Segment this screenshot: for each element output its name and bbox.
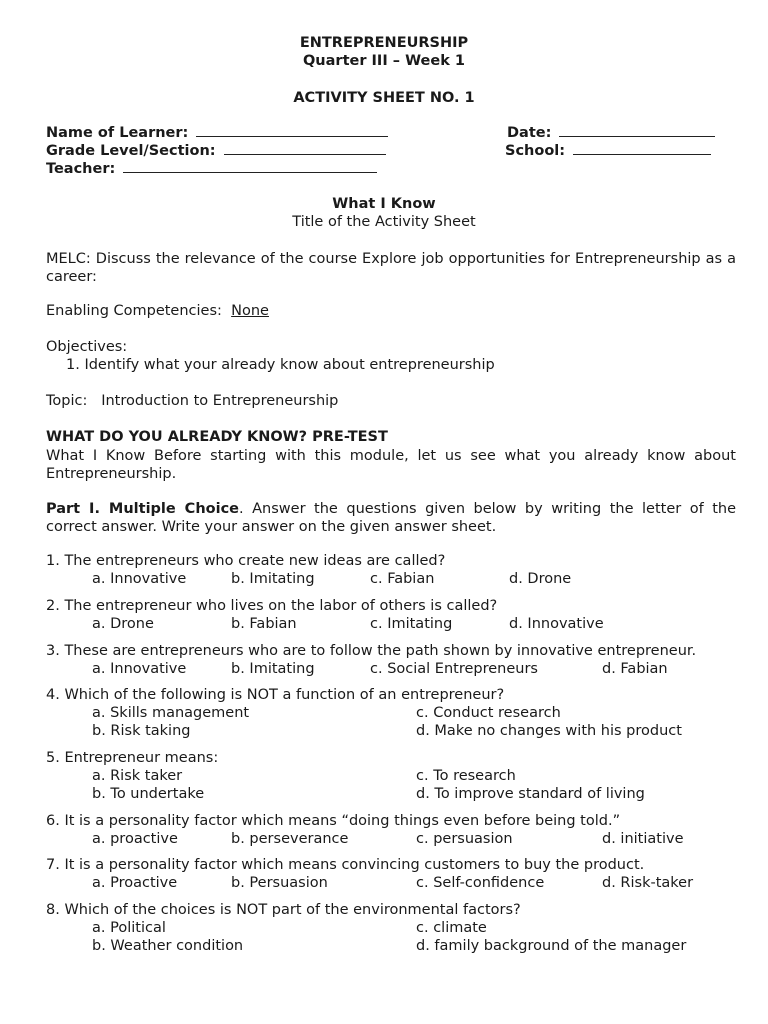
question-3: 3. These are entrepreneurs who are to follow the path shown by innovative entrepreneur. [46, 643, 697, 659]
pretest-text: What I Know Before starting with this module, let us see what you already know about Entrepreneurship. [46, 448, 736, 482]
pretest-heading: WHAT DO YOU ALREADY KNOW? PRE-TEST [46, 429, 388, 445]
q4-option-a: a. Skills management [92, 705, 250, 721]
q1-option-b: b. Imitating [231, 571, 315, 587]
question-8: 8. Which of the choices is NOT part of the environmental factors? [46, 902, 521, 918]
teacher-label: Teacher: [46, 161, 116, 177]
q1-option-a: a. Innovative [92, 571, 187, 587]
teacher-field[interactable] [46, 160, 377, 177]
q4-option-c: c. Conduct research [416, 705, 561, 721]
enabling-competencies [46, 303, 269, 319]
topic [46, 393, 338, 409]
q7-option-c: c. Self-confidence [416, 875, 545, 891]
activity-title: Title of the Activity Sheet [292, 214, 476, 230]
activity-sheet-number: ACTIVITY SHEET NO. 1 [293, 90, 475, 106]
q4-option-b: b. Risk taking [92, 723, 191, 739]
part1-instructions [46, 500, 736, 536]
q6-option-c: c. persuasion [416, 831, 513, 847]
q5-option-d: d. To improve standard of living [416, 786, 645, 802]
q7-option-b: b. Persuasion [231, 875, 328, 891]
topic-value: Introduction to Entrepreneurship [101, 393, 339, 409]
date-label: Date: [507, 125, 552, 141]
q3-option-b: b. Imitating [231, 661, 315, 677]
q2-option-a: a. Drone [92, 616, 154, 632]
q2-option-c: c. Imitating [370, 616, 453, 632]
q7-option-d: d. Risk-taker [602, 875, 694, 891]
what-i-know-heading: What I Know [332, 196, 436, 212]
q3-option-c: c. Social Entrepreneurs [370, 661, 538, 677]
q2-option-d: d. Innovative [509, 616, 604, 632]
objectives-label: Objectives: [46, 339, 128, 355]
name-field[interactable] [46, 124, 388, 141]
enabling-label: Enabling Competencies: [46, 303, 222, 319]
q4-option-d: d. Make no changes with his product [416, 723, 682, 739]
part1-text: . Answer the questions given below by writing the letter of the correct answer. Write your answer on the given answer sheet. [46, 501, 737, 535]
topic-label: Topic: [46, 393, 88, 409]
melc-text: MELC: Discuss the relevance of the course Explore job opportunities for Entrepreneurship as a career: [46, 251, 736, 285]
grade-field[interactable] [46, 142, 386, 159]
q3-option-d: d. Fabian [602, 661, 668, 677]
date-blank[interactable] [559, 124, 715, 137]
question-1: 1. The entrepreneurs who create new ideas are called? [46, 553, 446, 569]
date-field[interactable] [507, 124, 715, 141]
q1-option-d: d. Drone [509, 571, 572, 587]
teacher-blank[interactable] [123, 160, 377, 173]
q7-option-a: a. Proactive [92, 875, 178, 891]
q2-option-b: b. Fabian [231, 616, 297, 632]
q6-option-d: d. initiative [602, 831, 684, 847]
question-4: 4. Which of the following is NOT a function of an entrepreneur? [46, 687, 505, 703]
question-6: 6. It is a personality factor which means “doing things even before being told.” [46, 813, 621, 829]
part1-label: Part I. Multiple Choice [46, 501, 240, 517]
name-label: Name of Learner: [46, 125, 189, 141]
q6-option-b: b. perseverance [231, 831, 349, 847]
grade-blank[interactable] [224, 142, 386, 155]
q8-option-d: d. family background of the manager [416, 938, 687, 954]
question-5: 5. Entrepreneur means: [46, 750, 219, 766]
enabling-value: None [231, 303, 269, 319]
q1-option-c: c. Fabian [370, 571, 435, 587]
q8-option-a: a. Political [92, 920, 166, 936]
quarter-week: Quarter III – Week 1 [302, 53, 465, 69]
objective-item-1: 1. Identify what your already know about entrepreneurship [66, 357, 495, 373]
question-7: 7. It is a personality factor which means convincing customers to buy the product. [46, 857, 645, 873]
school-blank[interactable] [573, 142, 711, 155]
subject-title: ENTREPRENEURSHIP [299, 35, 469, 51]
q3-option-a: a. Innovative [92, 661, 187, 677]
q5-option-a: a. Risk taker [92, 768, 183, 784]
question-2: 2. The entrepreneur who lives on the labor of others is called? [46, 598, 498, 614]
q8-option-c: c. climate [416, 920, 487, 936]
q8-option-b: b. Weather condition [92, 938, 244, 954]
q6-option-a: a. proactive [92, 831, 178, 847]
grade-label: Grade Level/Section: [46, 143, 216, 159]
q5-option-b: b. To undertake [92, 786, 205, 802]
name-blank[interactable] [196, 124, 388, 137]
school-field[interactable] [505, 142, 711, 159]
q5-option-c: c. To research [416, 768, 516, 784]
school-label: School: [505, 143, 566, 159]
